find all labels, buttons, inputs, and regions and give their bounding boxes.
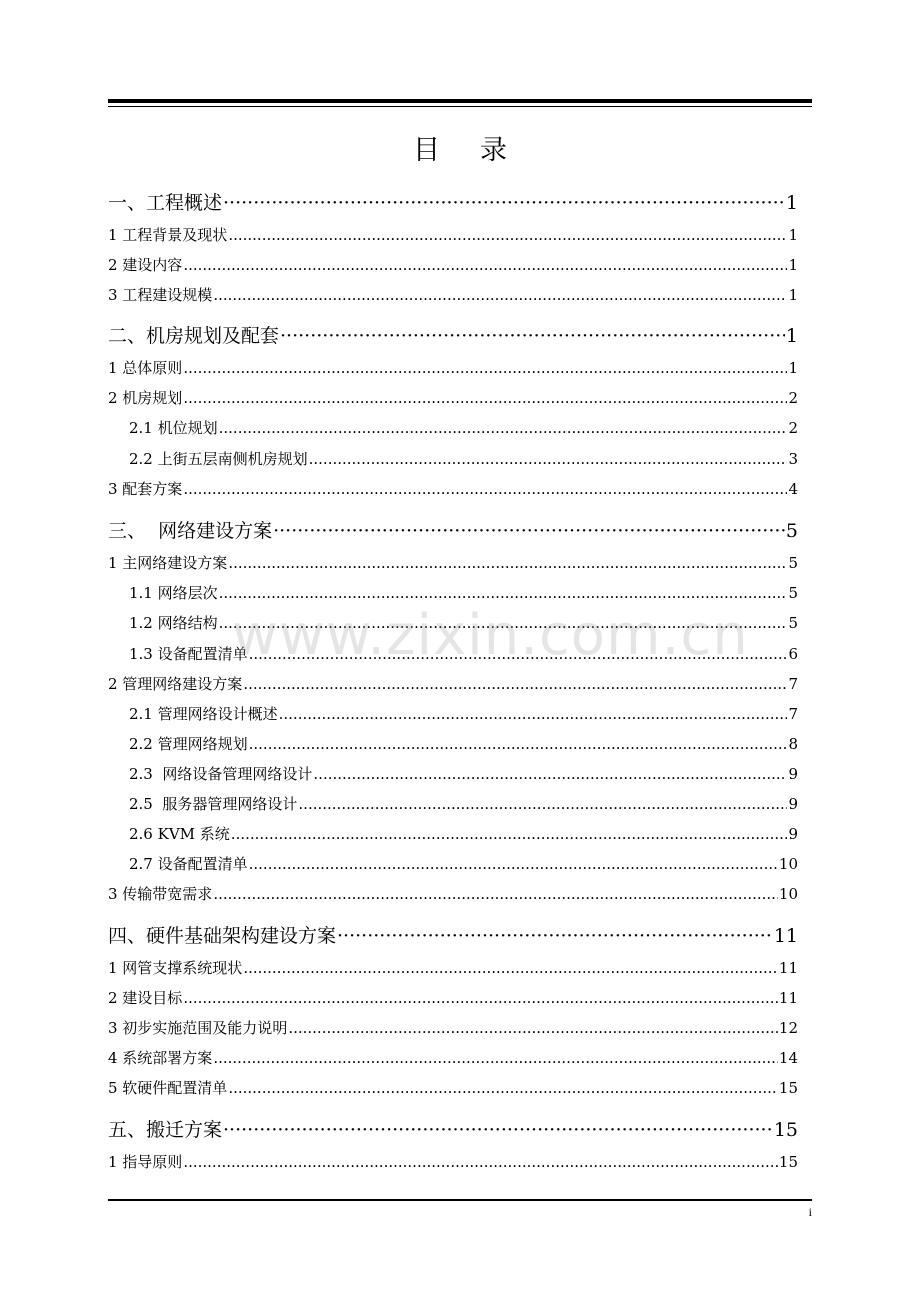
- toc-leader: [337, 925, 773, 947]
- toc-entry-page: 11: [778, 959, 798, 977]
- toc-entry-label: 5 软硬件配置清单: [108, 1079, 228, 1097]
- toc-entry-page: 4: [788, 480, 798, 498]
- toc-entry-label: 2 机房规划: [108, 389, 183, 407]
- toc-entry-section[interactable]: [108, 254, 798, 275]
- toc-leader: [213, 885, 778, 903]
- toc-entry-page: 9: [788, 795, 798, 813]
- toc-leader: [249, 855, 778, 873]
- toc-entry-label: 3 传输带宽需求: [108, 885, 213, 903]
- toc-entry-page: 6: [788, 645, 798, 663]
- toc-entry-section[interactable]: [108, 1077, 798, 1098]
- toc-entry-page: 7: [788, 675, 798, 693]
- toc-title: [0, 128, 920, 167]
- toc-leader: [219, 419, 788, 437]
- toc-leader: [228, 226, 787, 244]
- toc-entry-page: 5: [788, 614, 798, 632]
- header-rule-thick: [108, 99, 812, 103]
- toc-entry-chapter-2[interactable]: [108, 321, 798, 348]
- toc-entry-label: 1.3 设备配置清单: [129, 645, 248, 663]
- toc-entry-label: 2.1 管理网络设计概述: [129, 705, 278, 723]
- toc-entry-label: 2.5 服务器管理网络设计: [129, 795, 298, 813]
- toc-entry-page: 5: [788, 554, 798, 572]
- toc-entry-subsection[interactable]: [108, 448, 798, 469]
- toc-entry-section[interactable]: [108, 673, 798, 694]
- toc-entry-page: 2: [788, 419, 798, 437]
- toc-entry-label: 2.2 上街五层南侧机房规划: [129, 450, 308, 468]
- toc-entry-label: 2 建设目标: [108, 989, 183, 1007]
- toc-entry-section[interactable]: [108, 478, 798, 499]
- toc-entry-page: 1: [785, 192, 798, 214]
- toc-entry-section[interactable]: [108, 1047, 798, 1068]
- toc-entry-label: 1 主网络建设方案: [108, 554, 228, 572]
- toc-title-char-2: 录: [480, 135, 507, 166]
- toc-leader: [183, 989, 778, 1007]
- toc-leader: [183, 1153, 778, 1171]
- watermark: www.zixin.com.cn: [232, 603, 749, 668]
- toc-entry-subsection[interactable]: [108, 703, 798, 724]
- toc-entry-section[interactable]: [108, 1151, 798, 1172]
- toc-entry-page: 15: [773, 1119, 798, 1141]
- toc-entry-page: 3: [788, 450, 798, 468]
- toc-entry-page: 5: [788, 584, 798, 602]
- toc-leader: [309, 450, 788, 468]
- toc-entry-page: 1: [788, 226, 798, 244]
- toc-entry-page: 1: [788, 286, 798, 304]
- toc-entry-page: 8: [788, 735, 798, 753]
- toc-entry-label: 2.2 管理网络规划: [129, 735, 248, 753]
- toc-entry-label: 1.1 网络层次: [129, 584, 218, 602]
- toc-entry-subsection[interactable]: [108, 612, 798, 633]
- toc-entry-section[interactable]: [108, 387, 798, 408]
- toc-leader: [228, 1079, 778, 1097]
- toc-leader: [183, 359, 787, 377]
- toc-entry-page: 11: [773, 925, 798, 947]
- toc-leader: [219, 614, 788, 632]
- toc-entry-label: 3 配套方案: [108, 480, 183, 498]
- toc-entry-section[interactable]: [108, 1017, 798, 1038]
- toc-entry-label: 四、硬件基础架构建设方案: [108, 925, 337, 947]
- toc-entry-chapter-1[interactable]: [108, 188, 798, 215]
- toc-leader: [313, 765, 787, 783]
- toc-entry-page: 7: [788, 705, 798, 723]
- toc-entry-label: 1.2 网络结构: [129, 614, 218, 632]
- toc-entry-label: 2.3 网络设备管理网络设计: [129, 765, 313, 783]
- toc-leader: [273, 520, 785, 542]
- toc-entry-page: 1: [788, 359, 798, 377]
- footer-page-number: i: [808, 1205, 812, 1219]
- toc-entry-label: 2.6 KVM 系统: [129, 825, 230, 843]
- toc-leader: [223, 1119, 773, 1141]
- toc-entry-page: 1: [788, 256, 798, 274]
- toc-leader: [280, 325, 785, 347]
- toc-leader: [183, 480, 787, 498]
- toc-entry-chapter-5[interactable]: [108, 1115, 798, 1142]
- toc-leader: [213, 1049, 778, 1067]
- toc-entry-subsection[interactable]: [108, 643, 798, 664]
- toc-entry-page: 5: [785, 520, 798, 542]
- toc-entry-label: 二、机房规划及配套: [108, 325, 280, 347]
- toc-entry-label: 1 总体原则: [108, 359, 183, 377]
- toc-entry-page: 14: [778, 1049, 798, 1067]
- toc-entry-page: 15: [778, 1153, 798, 1171]
- toc-entry-label: 1 工程背景及现状: [108, 226, 228, 244]
- toc-entry-page: 2: [788, 389, 798, 407]
- toc-leader: [243, 675, 787, 693]
- toc-entry-subsection[interactable]: [108, 763, 798, 784]
- toc-entry-chapter-3[interactable]: [108, 516, 798, 543]
- toc-entry-section[interactable]: [108, 957, 798, 978]
- footer-rule: [108, 1199, 812, 1201]
- toc-entry-subsection[interactable]: [108, 582, 798, 603]
- toc-leader: [249, 645, 788, 663]
- toc-entry-page: 11: [778, 989, 798, 1007]
- toc-leader: [223, 192, 785, 214]
- toc-leader: [231, 825, 788, 843]
- toc-entry-page: 12: [778, 1019, 798, 1037]
- header-rule-thin: [108, 106, 812, 107]
- toc-title-char-1: 目: [413, 135, 440, 166]
- toc-entry-label: 4 系统部署方案: [108, 1049, 213, 1067]
- toc-leader: [249, 735, 788, 753]
- toc-entry-label: 2 管理网络建设方案: [108, 675, 243, 693]
- toc-entry-subsection[interactable]: [108, 823, 798, 844]
- toc-entry-section[interactable]: [108, 987, 798, 1008]
- toc-entry-page: 9: [788, 825, 798, 843]
- toc-leader: [228, 554, 787, 572]
- toc-leader: [183, 389, 787, 407]
- toc-entry-subsection[interactable]: [108, 853, 798, 874]
- toc-entry-label: 1 指导原则: [108, 1153, 183, 1171]
- toc-entry-section[interactable]: [108, 224, 798, 245]
- toc-entry-page: 15: [778, 1079, 798, 1097]
- toc-entry-section[interactable]: [108, 552, 798, 573]
- toc-entry-label: 1 网管支撑系统现状: [108, 959, 243, 977]
- toc-entry-page: 1: [785, 325, 798, 347]
- toc-entry-label: 2 建设内容: [108, 256, 183, 274]
- toc-entry-section[interactable]: [108, 357, 798, 378]
- toc-entry-label: 三、 网络建设方案: [108, 520, 273, 542]
- toc-entry-label: 2.7 设备配置清单: [129, 855, 248, 873]
- toc-leader: [243, 959, 778, 977]
- toc-entry-page: 10: [778, 885, 798, 903]
- toc-leader: [213, 286, 787, 304]
- toc-entry-chapter-4[interactable]: [108, 921, 798, 948]
- toc-entry-subsection[interactable]: [108, 417, 798, 438]
- toc-entry-page: 9: [788, 765, 798, 783]
- toc-entry-subsection[interactable]: [108, 793, 798, 814]
- toc-entry-subsection[interactable]: [108, 733, 798, 754]
- toc-leader: [298, 795, 787, 813]
- toc-entry-label: 2.1 机位规划: [129, 419, 218, 437]
- toc-entry-section[interactable]: [108, 284, 798, 305]
- toc-entry-section[interactable]: [108, 883, 798, 904]
- toc-entry-label: 3 初步实施范围及能力说明: [108, 1019, 288, 1037]
- toc-leader: [183, 256, 787, 274]
- toc-entry-label: 3 工程建设规模: [108, 286, 213, 304]
- toc-leader: [288, 1019, 778, 1037]
- toc-entry-label: 一、工程概述: [108, 192, 223, 214]
- toc-entry-label: 五、搬迁方案: [108, 1119, 223, 1141]
- toc-leader: [219, 584, 788, 602]
- toc-entry-page: 10: [778, 855, 798, 873]
- toc-leader: [279, 705, 788, 723]
